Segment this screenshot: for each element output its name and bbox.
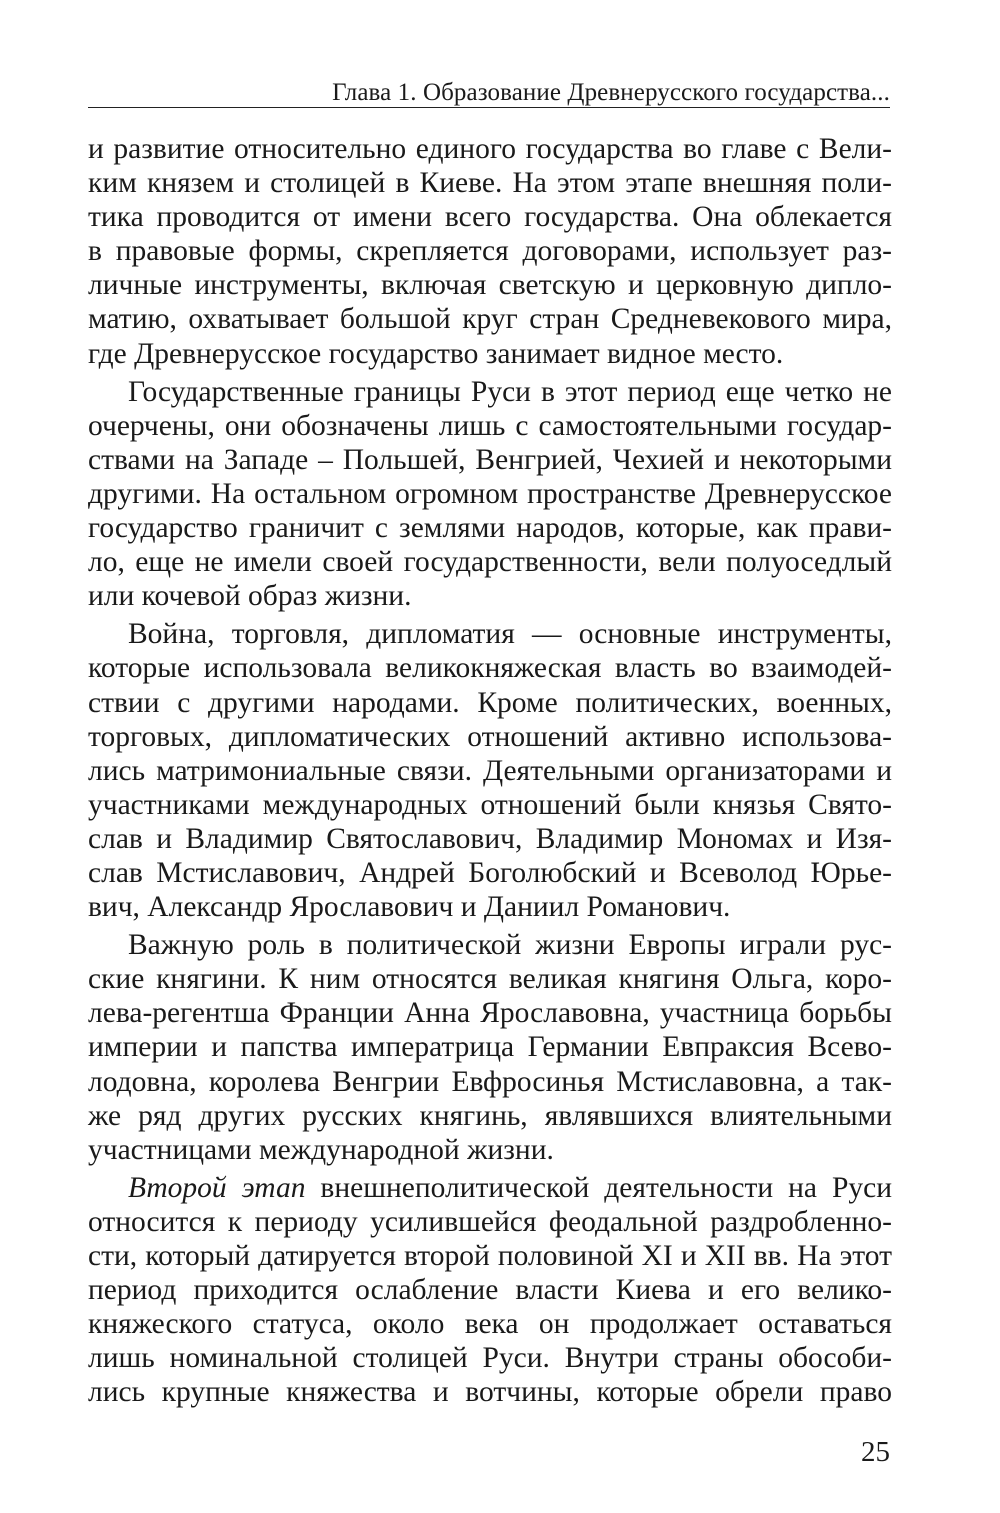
text-run: внешнеполитической деятельности на Руси	[305, 1171, 893, 1204]
text-line: и развитие относительно единого государства во главе с Вели-	[88, 133, 892, 165]
text-line: слав Мстиславович, Андрей Боголюбский и Всеволод Юрье-	[88, 856, 892, 889]
paragraph	[88, 617, 892, 924]
text-line: вич, Александр Ярославович и Даниил Романович.	[88, 891, 731, 924]
text-line: участницами международной жизни.	[88, 1133, 554, 1166]
text-line: лись крупные княжества и вотчины, которые обрели право	[88, 1376, 892, 1409]
text-line: в правовые формы, скрепляется договорами, использует раз-	[88, 235, 892, 268]
text-line: очерчены, они обозначены лишь с самостоятельными государ-	[88, 409, 892, 442]
text-line: Государственные границы Руси в этот период еще четко не	[128, 375, 892, 408]
text-line: личные инструменты, включая светскую и церковную дипло-	[88, 269, 892, 302]
text-line: лодовна, королева Венгрии Евфросинья Мстиславовна, а так-	[88, 1065, 892, 1098]
text-line: Важную роль в политической жизни Европы играли рус-	[128, 929, 892, 962]
paragraph	[88, 1171, 892, 1410]
paragraph	[88, 375, 892, 614]
text-line: империи и папства императрица Германии Евпраксия Всево-	[88, 1031, 892, 1064]
text-line: торговых, дипломатических отношений активно использова-	[88, 720, 892, 753]
text-line: тика проводится от имени всего государства. Она облекается	[88, 201, 892, 234]
text-line: лева-регентша Франции Анна Ярославовна, участница борьбы	[88, 997, 892, 1030]
header-rule	[88, 107, 890, 108]
text-line: которые использовала великокняжеская власть во взаимодей-	[88, 652, 892, 685]
text-line: ким князем и столицей в Киеве. На этом этапе внешняя поли-	[88, 167, 892, 200]
text-line: другими. На остальном огромном пространстве Древнерусское	[88, 477, 892, 510]
text-line	[88, 1171, 892, 1205]
paragraph	[88, 928, 892, 1167]
text-line: княжеского статуса, около века он продолжает оставаться	[88, 1308, 892, 1341]
text-line: лись матримониальные связи. Деятельными организаторами и	[88, 754, 892, 787]
text-line: государство граничит с землями народов, которые, как прави-	[88, 512, 892, 545]
italic-term: Второй этап	[128, 1171, 306, 1204]
text-line: ствии с другими народами. Кроме политических, военных,	[88, 686, 892, 719]
text-line: матию, охватывает большой круг стран Средневекового мира,	[88, 303, 892, 336]
text-line: сти, который датируется второй половиной XI и XII вв. На этот	[88, 1240, 892, 1272]
running-header: Глава 1. Образование Древнерусского государства...	[332, 79, 890, 106]
text-line: относится к периоду усилившейся феодальной раздробленно-	[88, 1205, 892, 1238]
text-line: ло, еще не имели своей государственности, вели полуоседлый	[88, 546, 892, 579]
text-line: ские княгини. К ним относятся великая княгиня Ольга, коро-	[88, 963, 892, 996]
text-line: период приходится ослабление власти Киева и его велико-	[88, 1274, 892, 1307]
text-line: же ряд других русских княгинь, являвшихся влиятельными	[88, 1099, 892, 1132]
text-line: или кочевой образ жизни.	[88, 580, 412, 613]
body-text	[88, 132, 892, 1409]
page-number: 25	[861, 1436, 890, 1468]
text-line: где Древнерусское государство занимает видное место.	[88, 337, 784, 370]
text-line: ствами на Западе – Польшей, Венгрией, Чехией и некоторыми	[88, 443, 892, 476]
paragraph	[88, 132, 892, 371]
text-line: Война, торговля, дипломатия — основные инструменты,	[128, 618, 892, 651]
text-line: лишь номинальной столицей Руси. Внутри страны обособи-	[88, 1342, 892, 1375]
text-line: слав и Владимир Святославович, Владимир Мономах и Изя-	[88, 822, 892, 855]
text-line: участниками международных отношений были князья Свято-	[88, 788, 892, 821]
